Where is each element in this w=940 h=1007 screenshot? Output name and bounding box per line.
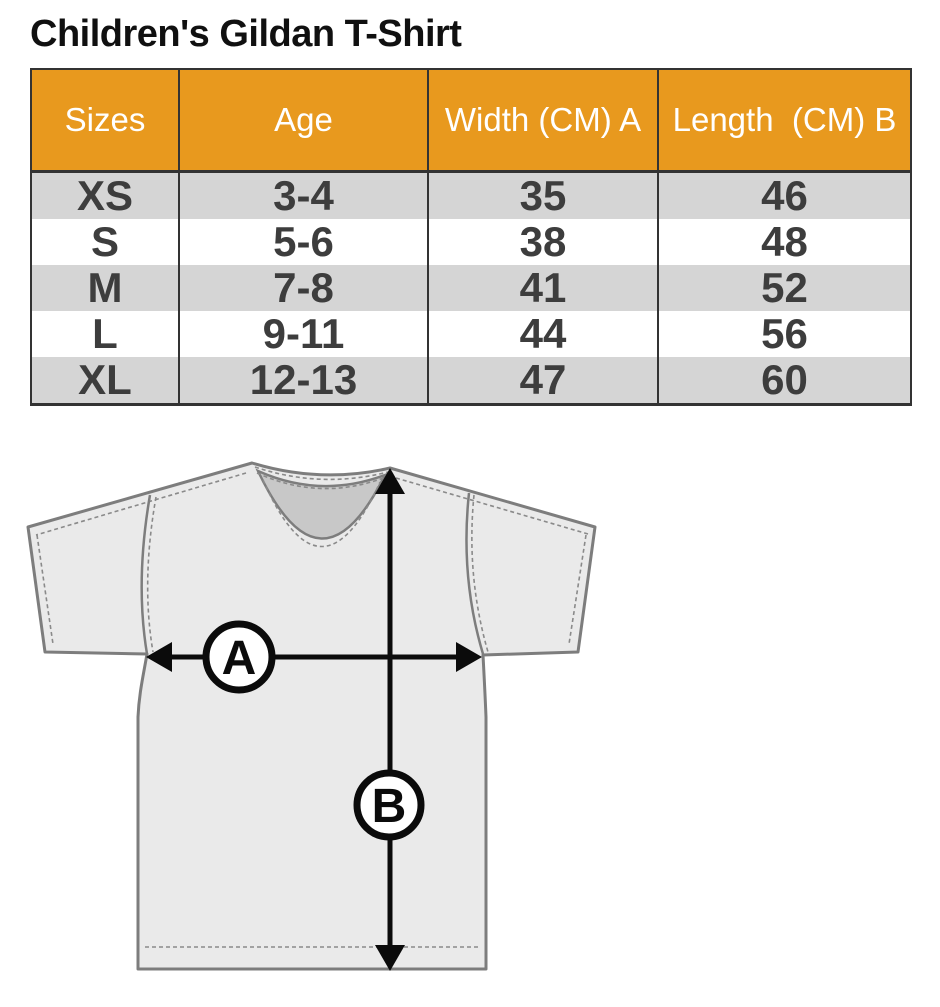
cell-width: 47: [428, 357, 658, 405]
cell-size: XS: [31, 172, 179, 220]
cell-length: 56: [658, 311, 911, 357]
cell-width: 35: [428, 172, 658, 220]
cell-length: 48: [658, 219, 911, 265]
cell-size: S: [31, 219, 179, 265]
cell-length: 60: [658, 357, 911, 405]
cell-age: 12-13: [179, 357, 428, 405]
cell-length: 52: [658, 265, 911, 311]
cell-size: XL: [31, 357, 179, 405]
cell-size: L: [31, 311, 179, 357]
tshirt-outline: [28, 463, 595, 969]
size-table: [30, 68, 912, 406]
table-row-s: [31, 219, 911, 265]
tshirt-measurement-diagram: [8, 442, 628, 1007]
cell-width: 41: [428, 265, 658, 311]
col-header-length: Length (CM) B: [658, 69, 911, 172]
cell-width: 44: [428, 311, 658, 357]
cell-length: 46: [658, 172, 911, 220]
cell-size: M: [31, 265, 179, 311]
page-title: Children's Gildan T-Shirt: [30, 13, 462, 55]
cell-width: 38: [428, 219, 658, 265]
table-row-xs: [31, 172, 911, 220]
col-header-width: Width (CM) A: [428, 69, 658, 172]
cell-age: 9-11: [179, 311, 428, 357]
cell-age: 3-4: [179, 172, 428, 220]
cell-age: 5-6: [179, 219, 428, 265]
col-header-sizes: Sizes: [31, 69, 179, 172]
table-row-m: [31, 265, 911, 311]
table-row-xl: [31, 357, 911, 405]
col-header-age: Age: [179, 69, 428, 172]
size-table-header: [31, 69, 911, 172]
cell-age: 7-8: [179, 265, 428, 311]
width-label: A: [221, 632, 257, 685]
table-row-l: [31, 311, 911, 357]
length-label: B: [371, 780, 407, 833]
